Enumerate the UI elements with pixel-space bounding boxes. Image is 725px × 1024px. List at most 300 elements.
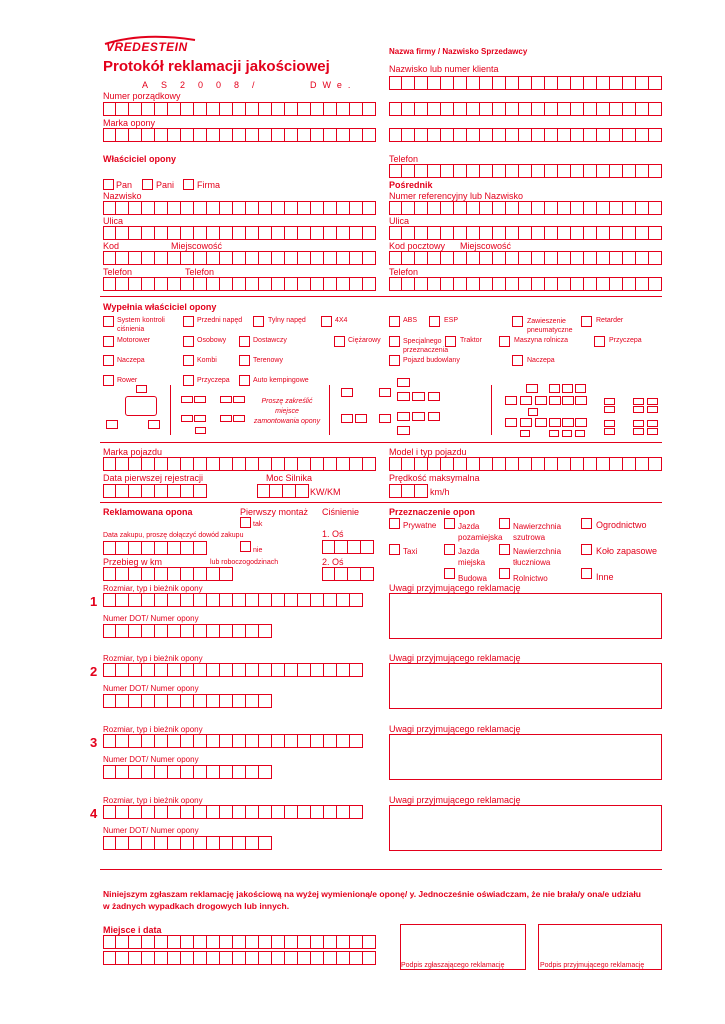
- input-cell[interactable]: [220, 251, 233, 265]
- input-cell[interactable]: [623, 102, 636, 116]
- purpose-other-checkbox[interactable]: [581, 568, 592, 579]
- input-cell[interactable]: [311, 201, 324, 215]
- input-cell[interactable]: [129, 457, 142, 471]
- input-cell[interactable]: [322, 567, 335, 581]
- input-cell[interactable]: [506, 76, 519, 90]
- input-cell[interactable]: [233, 663, 246, 677]
- seller-phone2-cells[interactable]: [389, 277, 662, 291]
- input-cell[interactable]: [168, 951, 181, 965]
- input-cell[interactable]: [415, 128, 428, 142]
- input-cell[interactable]: [298, 593, 311, 607]
- input-cell[interactable]: [129, 765, 142, 779]
- input-cell[interactable]: [584, 102, 597, 116]
- input-cell[interactable]: [259, 663, 272, 677]
- input-cell[interactable]: [532, 457, 545, 471]
- input-cell[interactable]: [402, 457, 415, 471]
- input-cell[interactable]: [558, 102, 571, 116]
- input-cell[interactable]: [584, 201, 597, 215]
- input-cell[interactable]: [493, 226, 506, 240]
- tyre-dot-cells[interactable]: [103, 765, 272, 779]
- input-cell[interactable]: [194, 734, 207, 748]
- input-cell[interactable]: [155, 836, 168, 850]
- input-cell[interactable]: [129, 694, 142, 708]
- input-cell[interactable]: [168, 201, 181, 215]
- input-cell[interactable]: [181, 593, 194, 607]
- input-cell[interactable]: [103, 694, 116, 708]
- input-cell[interactable]: [246, 102, 259, 116]
- estate-checkbox[interactable]: [183, 355, 194, 366]
- purpose-city-checkbox[interactable]: [444, 544, 455, 555]
- input-cell[interactable]: [116, 226, 129, 240]
- seller-cells-1[interactable]: [389, 102, 662, 116]
- input-cell[interactable]: [519, 164, 532, 178]
- input-cell[interactable]: [259, 624, 272, 638]
- input-cell[interactable]: [597, 251, 610, 265]
- input-cell[interactable]: [142, 734, 155, 748]
- input-cell[interactable]: [623, 128, 636, 142]
- input-cell[interactable]: [467, 76, 480, 90]
- esp-checkbox[interactable]: [429, 316, 440, 327]
- input-cell[interactable]: [181, 484, 194, 498]
- input-cell[interactable]: [116, 734, 129, 748]
- input-cell[interactable]: [155, 102, 168, 116]
- input-cell[interactable]: [506, 251, 519, 265]
- input-cell[interactable]: [506, 457, 519, 471]
- input-cell[interactable]: [506, 164, 519, 178]
- salutation-pani-checkbox[interactable]: [142, 179, 153, 190]
- input-cell[interactable]: [324, 457, 337, 471]
- input-cell[interactable]: [480, 226, 493, 240]
- semi-checkbox[interactable]: [103, 355, 114, 366]
- input-cell[interactable]: [571, 226, 584, 240]
- tyre-size-cells[interactable]: [103, 663, 363, 677]
- input-cell[interactable]: [285, 734, 298, 748]
- input-cell[interactable]: [389, 251, 402, 265]
- input-cell[interactable]: [285, 593, 298, 607]
- input-cell[interactable]: [623, 164, 636, 178]
- input-cell[interactable]: [233, 951, 246, 965]
- input-cell[interactable]: [285, 935, 298, 949]
- purpose-gardening-checkbox[interactable]: [581, 518, 592, 529]
- tyre-size-cells[interactable]: [103, 805, 363, 819]
- input-cell[interactable]: [168, 567, 181, 581]
- input-cell[interactable]: [298, 102, 311, 116]
- input-cell[interactable]: [116, 484, 129, 498]
- input-cell[interactable]: [480, 128, 493, 142]
- input-cell[interactable]: [285, 128, 298, 142]
- input-cell[interactable]: [623, 201, 636, 215]
- input-cell[interactable]: [129, 277, 142, 291]
- input-cell[interactable]: [207, 663, 220, 677]
- input-cell[interactable]: [558, 277, 571, 291]
- camper-checkbox[interactable]: [239, 375, 250, 386]
- input-cell[interactable]: [558, 226, 571, 240]
- input-cell[interactable]: [441, 251, 454, 265]
- input-cell[interactable]: [558, 251, 571, 265]
- input-cell[interactable]: [181, 201, 194, 215]
- input-cell[interactable]: [194, 951, 207, 965]
- input-cell[interactable]: [363, 935, 376, 949]
- input-cell[interactable]: [259, 251, 272, 265]
- input-cell[interactable]: [519, 457, 532, 471]
- input-cell[interactable]: [324, 201, 337, 215]
- input-cell[interactable]: [129, 624, 142, 638]
- input-cell[interactable]: [350, 102, 363, 116]
- input-cell[interactable]: [207, 836, 220, 850]
- input-cell[interactable]: [220, 567, 233, 581]
- input-cell[interactable]: [361, 567, 374, 581]
- input-cell[interactable]: [181, 277, 194, 291]
- input-cell[interactable]: [283, 484, 296, 498]
- input-cell[interactable]: [597, 76, 610, 90]
- input-cell[interactable]: [389, 457, 402, 471]
- input-cell[interactable]: [207, 457, 220, 471]
- input-cell[interactable]: [220, 593, 233, 607]
- input-cell[interactable]: [259, 951, 272, 965]
- street-cells[interactable]: [103, 226, 376, 240]
- passenger-checkbox[interactable]: [183, 336, 194, 347]
- salutation-firma-checkbox[interactable]: [183, 179, 194, 190]
- input-cell[interactable]: [116, 457, 129, 471]
- input-cell[interactable]: [220, 128, 233, 142]
- input-cell[interactable]: [363, 201, 376, 215]
- 4x4-checkbox[interactable]: [321, 316, 332, 327]
- input-cell[interactable]: [324, 251, 337, 265]
- input-cell[interactable]: [103, 277, 116, 291]
- input-cell[interactable]: [545, 164, 558, 178]
- input-cell[interactable]: [610, 128, 623, 142]
- input-cell[interactable]: [233, 457, 246, 471]
- input-cell[interactable]: [311, 277, 324, 291]
- input-cell[interactable]: [246, 805, 259, 819]
- input-cell[interactable]: [584, 457, 597, 471]
- input-cell[interactable]: [155, 251, 168, 265]
- input-cell[interactable]: [363, 251, 376, 265]
- input-cell[interactable]: [155, 541, 168, 555]
- input-cell[interactable]: [272, 935, 285, 949]
- input-cell[interactable]: [623, 457, 636, 471]
- input-cell[interactable]: [337, 128, 350, 142]
- first-mount-no-checkbox[interactable]: [240, 541, 251, 552]
- input-cell[interactable]: [142, 541, 155, 555]
- input-cell[interactable]: [285, 277, 298, 291]
- input-cell[interactable]: [246, 277, 259, 291]
- input-cell[interactable]: [181, 567, 194, 581]
- input-cell[interactable]: [337, 951, 350, 965]
- input-cell[interactable]: [285, 951, 298, 965]
- input-cell[interactable]: [350, 734, 363, 748]
- input-cell[interactable]: [636, 128, 649, 142]
- input-cell[interactable]: [324, 663, 337, 677]
- tyre-dot-cells[interactable]: [103, 694, 272, 708]
- input-cell[interactable]: [103, 201, 116, 215]
- input-cell[interactable]: [519, 201, 532, 215]
- input-cell[interactable]: [246, 457, 259, 471]
- input-cell[interactable]: [142, 951, 155, 965]
- input-cell[interactable]: [194, 541, 207, 555]
- input-cell[interactable]: [610, 102, 623, 116]
- input-cell[interactable]: [129, 226, 142, 240]
- input-cell[interactable]: [298, 251, 311, 265]
- input-cell[interactable]: [337, 226, 350, 240]
- axle1-cells[interactable]: [322, 540, 374, 554]
- input-cell[interactable]: [194, 593, 207, 607]
- input-cell[interactable]: [480, 76, 493, 90]
- input-cell[interactable]: [194, 694, 207, 708]
- input-cell[interactable]: [311, 935, 324, 949]
- input-cell[interactable]: [649, 201, 662, 215]
- input-cell[interactable]: [545, 251, 558, 265]
- input-cell[interactable]: [181, 128, 194, 142]
- input-cell[interactable]: [233, 201, 246, 215]
- input-cell[interactable]: [350, 201, 363, 215]
- input-cell[interactable]: [545, 76, 558, 90]
- input-cell[interactable]: [558, 201, 571, 215]
- input-cell[interactable]: [142, 624, 155, 638]
- input-cell[interactable]: [168, 102, 181, 116]
- mileage-cells[interactable]: [103, 567, 233, 581]
- seller-phone-cells[interactable]: [389, 164, 662, 178]
- input-cell[interactable]: [207, 128, 220, 142]
- input-cell[interactable]: [532, 102, 545, 116]
- seller-cells-2[interactable]: [389, 128, 662, 142]
- input-cell[interactable]: [233, 593, 246, 607]
- input-cell[interactable]: [246, 694, 259, 708]
- offroad-vehicle-checkbox[interactable]: [239, 355, 250, 366]
- tyre-dot-cells[interactable]: [103, 836, 272, 850]
- input-cell[interactable]: [129, 484, 142, 498]
- input-cell[interactable]: [259, 277, 272, 291]
- input-cell[interactable]: [493, 76, 506, 90]
- input-cell[interactable]: [181, 805, 194, 819]
- input-cell[interactable]: [103, 935, 116, 949]
- input-cell[interactable]: [129, 663, 142, 677]
- input-cell[interactable]: [480, 457, 493, 471]
- input-cell[interactable]: [571, 76, 584, 90]
- input-cell[interactable]: [311, 102, 324, 116]
- input-cell[interactable]: [181, 102, 194, 116]
- axle2-cells[interactable]: [322, 567, 374, 581]
- input-cell[interactable]: [348, 567, 361, 581]
- input-cell[interactable]: [168, 484, 181, 498]
- input-cell[interactable]: [480, 277, 493, 291]
- input-cell[interactable]: [324, 277, 337, 291]
- input-cell[interactable]: [103, 457, 116, 471]
- input-cell[interactable]: [155, 277, 168, 291]
- tyre-remarks-box[interactable]: [389, 663, 662, 709]
- input-cell[interactable]: [155, 593, 168, 607]
- input-cell[interactable]: [337, 102, 350, 116]
- input-cell[interactable]: [636, 76, 649, 90]
- input-cell[interactable]: [415, 484, 428, 498]
- input-cell[interactable]: [506, 201, 519, 215]
- input-cell[interactable]: [350, 951, 363, 965]
- input-cell[interactable]: [415, 457, 428, 471]
- input-cell[interactable]: [428, 164, 441, 178]
- input-cell[interactable]: [142, 128, 155, 142]
- input-cell[interactable]: [350, 593, 363, 607]
- input-cell[interactable]: [571, 251, 584, 265]
- input-cell[interactable]: [207, 277, 220, 291]
- input-cell[interactable]: [493, 277, 506, 291]
- input-cell[interactable]: [142, 251, 155, 265]
- input-cell[interactable]: [441, 226, 454, 240]
- input-cell[interactable]: [168, 226, 181, 240]
- input-cell[interactable]: [233, 765, 246, 779]
- reference-cells[interactable]: [389, 201, 662, 215]
- input-cell[interactable]: [441, 277, 454, 291]
- input-cell[interactable]: [311, 951, 324, 965]
- input-cell[interactable]: [389, 164, 402, 178]
- input-cell[interactable]: [298, 128, 311, 142]
- input-cell[interactable]: [181, 694, 194, 708]
- input-cell[interactable]: [337, 805, 350, 819]
- input-cell[interactable]: [103, 836, 116, 850]
- input-cell[interactable]: [493, 164, 506, 178]
- input-cell[interactable]: [233, 836, 246, 850]
- input-cell[interactable]: [402, 277, 415, 291]
- input-cell[interactable]: [116, 951, 129, 965]
- purpose-spare-checkbox[interactable]: [581, 544, 592, 555]
- input-cell[interactable]: [571, 164, 584, 178]
- input-cell[interactable]: [233, 734, 246, 748]
- input-cell[interactable]: [246, 836, 259, 850]
- input-cell[interactable]: [558, 164, 571, 178]
- input-cell[interactable]: [311, 734, 324, 748]
- input-cell[interactable]: [337, 201, 350, 215]
- input-cell[interactable]: [324, 102, 337, 116]
- input-cell[interactable]: [246, 765, 259, 779]
- rear-drive-checkbox[interactable]: [253, 316, 264, 327]
- input-cell[interactable]: [233, 128, 246, 142]
- input-cell[interactable]: [298, 457, 311, 471]
- input-cell[interactable]: [155, 567, 168, 581]
- input-cell[interactable]: [246, 734, 259, 748]
- purpose-farming-checkbox[interactable]: [499, 568, 510, 579]
- input-cell[interactable]: [610, 226, 623, 240]
- input-cell[interactable]: [246, 935, 259, 949]
- input-cell[interactable]: [103, 805, 116, 819]
- tyre-remarks-box[interactable]: [389, 805, 662, 851]
- input-cell[interactable]: [493, 128, 506, 142]
- input-cell[interactable]: [220, 102, 233, 116]
- input-cell[interactable]: [441, 201, 454, 215]
- input-cell[interactable]: [103, 624, 116, 638]
- input-cell[interactable]: [545, 128, 558, 142]
- input-cell[interactable]: [532, 277, 545, 291]
- input-cell[interactable]: [116, 593, 129, 607]
- input-cell[interactable]: [350, 226, 363, 240]
- input-cell[interactable]: [324, 935, 337, 949]
- input-cell[interactable]: [584, 251, 597, 265]
- input-cell[interactable]: [207, 624, 220, 638]
- input-cell[interactable]: [207, 805, 220, 819]
- input-cell[interactable]: [610, 76, 623, 90]
- input-cell[interactable]: [311, 805, 324, 819]
- input-cell[interactable]: [649, 76, 662, 90]
- input-cell[interactable]: [636, 251, 649, 265]
- input-cell[interactable]: [532, 251, 545, 265]
- input-cell[interactable]: [181, 663, 194, 677]
- air-suspension-checkbox[interactable]: [512, 316, 523, 327]
- input-cell[interactable]: [324, 226, 337, 240]
- input-cell[interactable]: [129, 734, 142, 748]
- input-cell[interactable]: [168, 836, 181, 850]
- input-cell[interactable]: [324, 951, 337, 965]
- input-cell[interactable]: [155, 201, 168, 215]
- input-cell[interactable]: [116, 567, 129, 581]
- input-cell[interactable]: [298, 805, 311, 819]
- input-cell[interactable]: [649, 226, 662, 240]
- input-cell[interactable]: [415, 76, 428, 90]
- input-cell[interactable]: [246, 624, 259, 638]
- input-cell[interactable]: [116, 277, 129, 291]
- input-cell[interactable]: [233, 624, 246, 638]
- input-cell[interactable]: [545, 226, 558, 240]
- input-cell[interactable]: [103, 484, 116, 498]
- trailer-checkbox[interactable]: [183, 375, 194, 386]
- input-cell[interactable]: [363, 102, 376, 116]
- input-cell[interactable]: [610, 277, 623, 291]
- input-cell[interactable]: [337, 251, 350, 265]
- input-cell[interactable]: [597, 102, 610, 116]
- input-cell[interactable]: [636, 226, 649, 240]
- input-cell[interactable]: [233, 226, 246, 240]
- input-cell[interactable]: [103, 951, 116, 965]
- input-cell[interactable]: [519, 128, 532, 142]
- input-cell[interactable]: [233, 277, 246, 291]
- input-cell[interactable]: [454, 76, 467, 90]
- input-cell[interactable]: [610, 457, 623, 471]
- input-cell[interactable]: [285, 201, 298, 215]
- input-cell[interactable]: [441, 164, 454, 178]
- order-number-cells[interactable]: [103, 102, 376, 116]
- input-cell[interactable]: [155, 226, 168, 240]
- input-cell[interactable]: [402, 76, 415, 90]
- input-cell[interactable]: [311, 663, 324, 677]
- input-cell[interactable]: [155, 663, 168, 677]
- input-cell[interactable]: [389, 226, 402, 240]
- input-cell[interactable]: [103, 226, 116, 240]
- input-cell[interactable]: [363, 457, 376, 471]
- input-cell[interactable]: [415, 251, 428, 265]
- input-cell[interactable]: [480, 201, 493, 215]
- input-cell[interactable]: [441, 457, 454, 471]
- input-cell[interactable]: [220, 457, 233, 471]
- input-cell[interactable]: [348, 540, 361, 554]
- tyre-remarks-box[interactable]: [389, 593, 662, 639]
- input-cell[interactable]: [259, 226, 272, 240]
- input-cell[interactable]: [597, 164, 610, 178]
- input-cell[interactable]: [428, 251, 441, 265]
- input-cell[interactable]: [207, 765, 220, 779]
- input-cell[interactable]: [155, 484, 168, 498]
- model-cells[interactable]: [389, 457, 662, 471]
- input-cell[interactable]: [168, 765, 181, 779]
- input-cell[interactable]: [259, 457, 272, 471]
- input-cell[interactable]: [181, 734, 194, 748]
- input-cell[interactable]: [220, 694, 233, 708]
- input-cell[interactable]: [142, 277, 155, 291]
- input-cell[interactable]: [311, 457, 324, 471]
- input-cell[interactable]: [259, 102, 272, 116]
- input-cell[interactable]: [207, 567, 220, 581]
- input-cell[interactable]: [246, 201, 259, 215]
- input-cell[interactable]: [584, 277, 597, 291]
- input-cell[interactable]: [428, 457, 441, 471]
- input-cell[interactable]: [129, 201, 142, 215]
- input-cell[interactable]: [649, 128, 662, 142]
